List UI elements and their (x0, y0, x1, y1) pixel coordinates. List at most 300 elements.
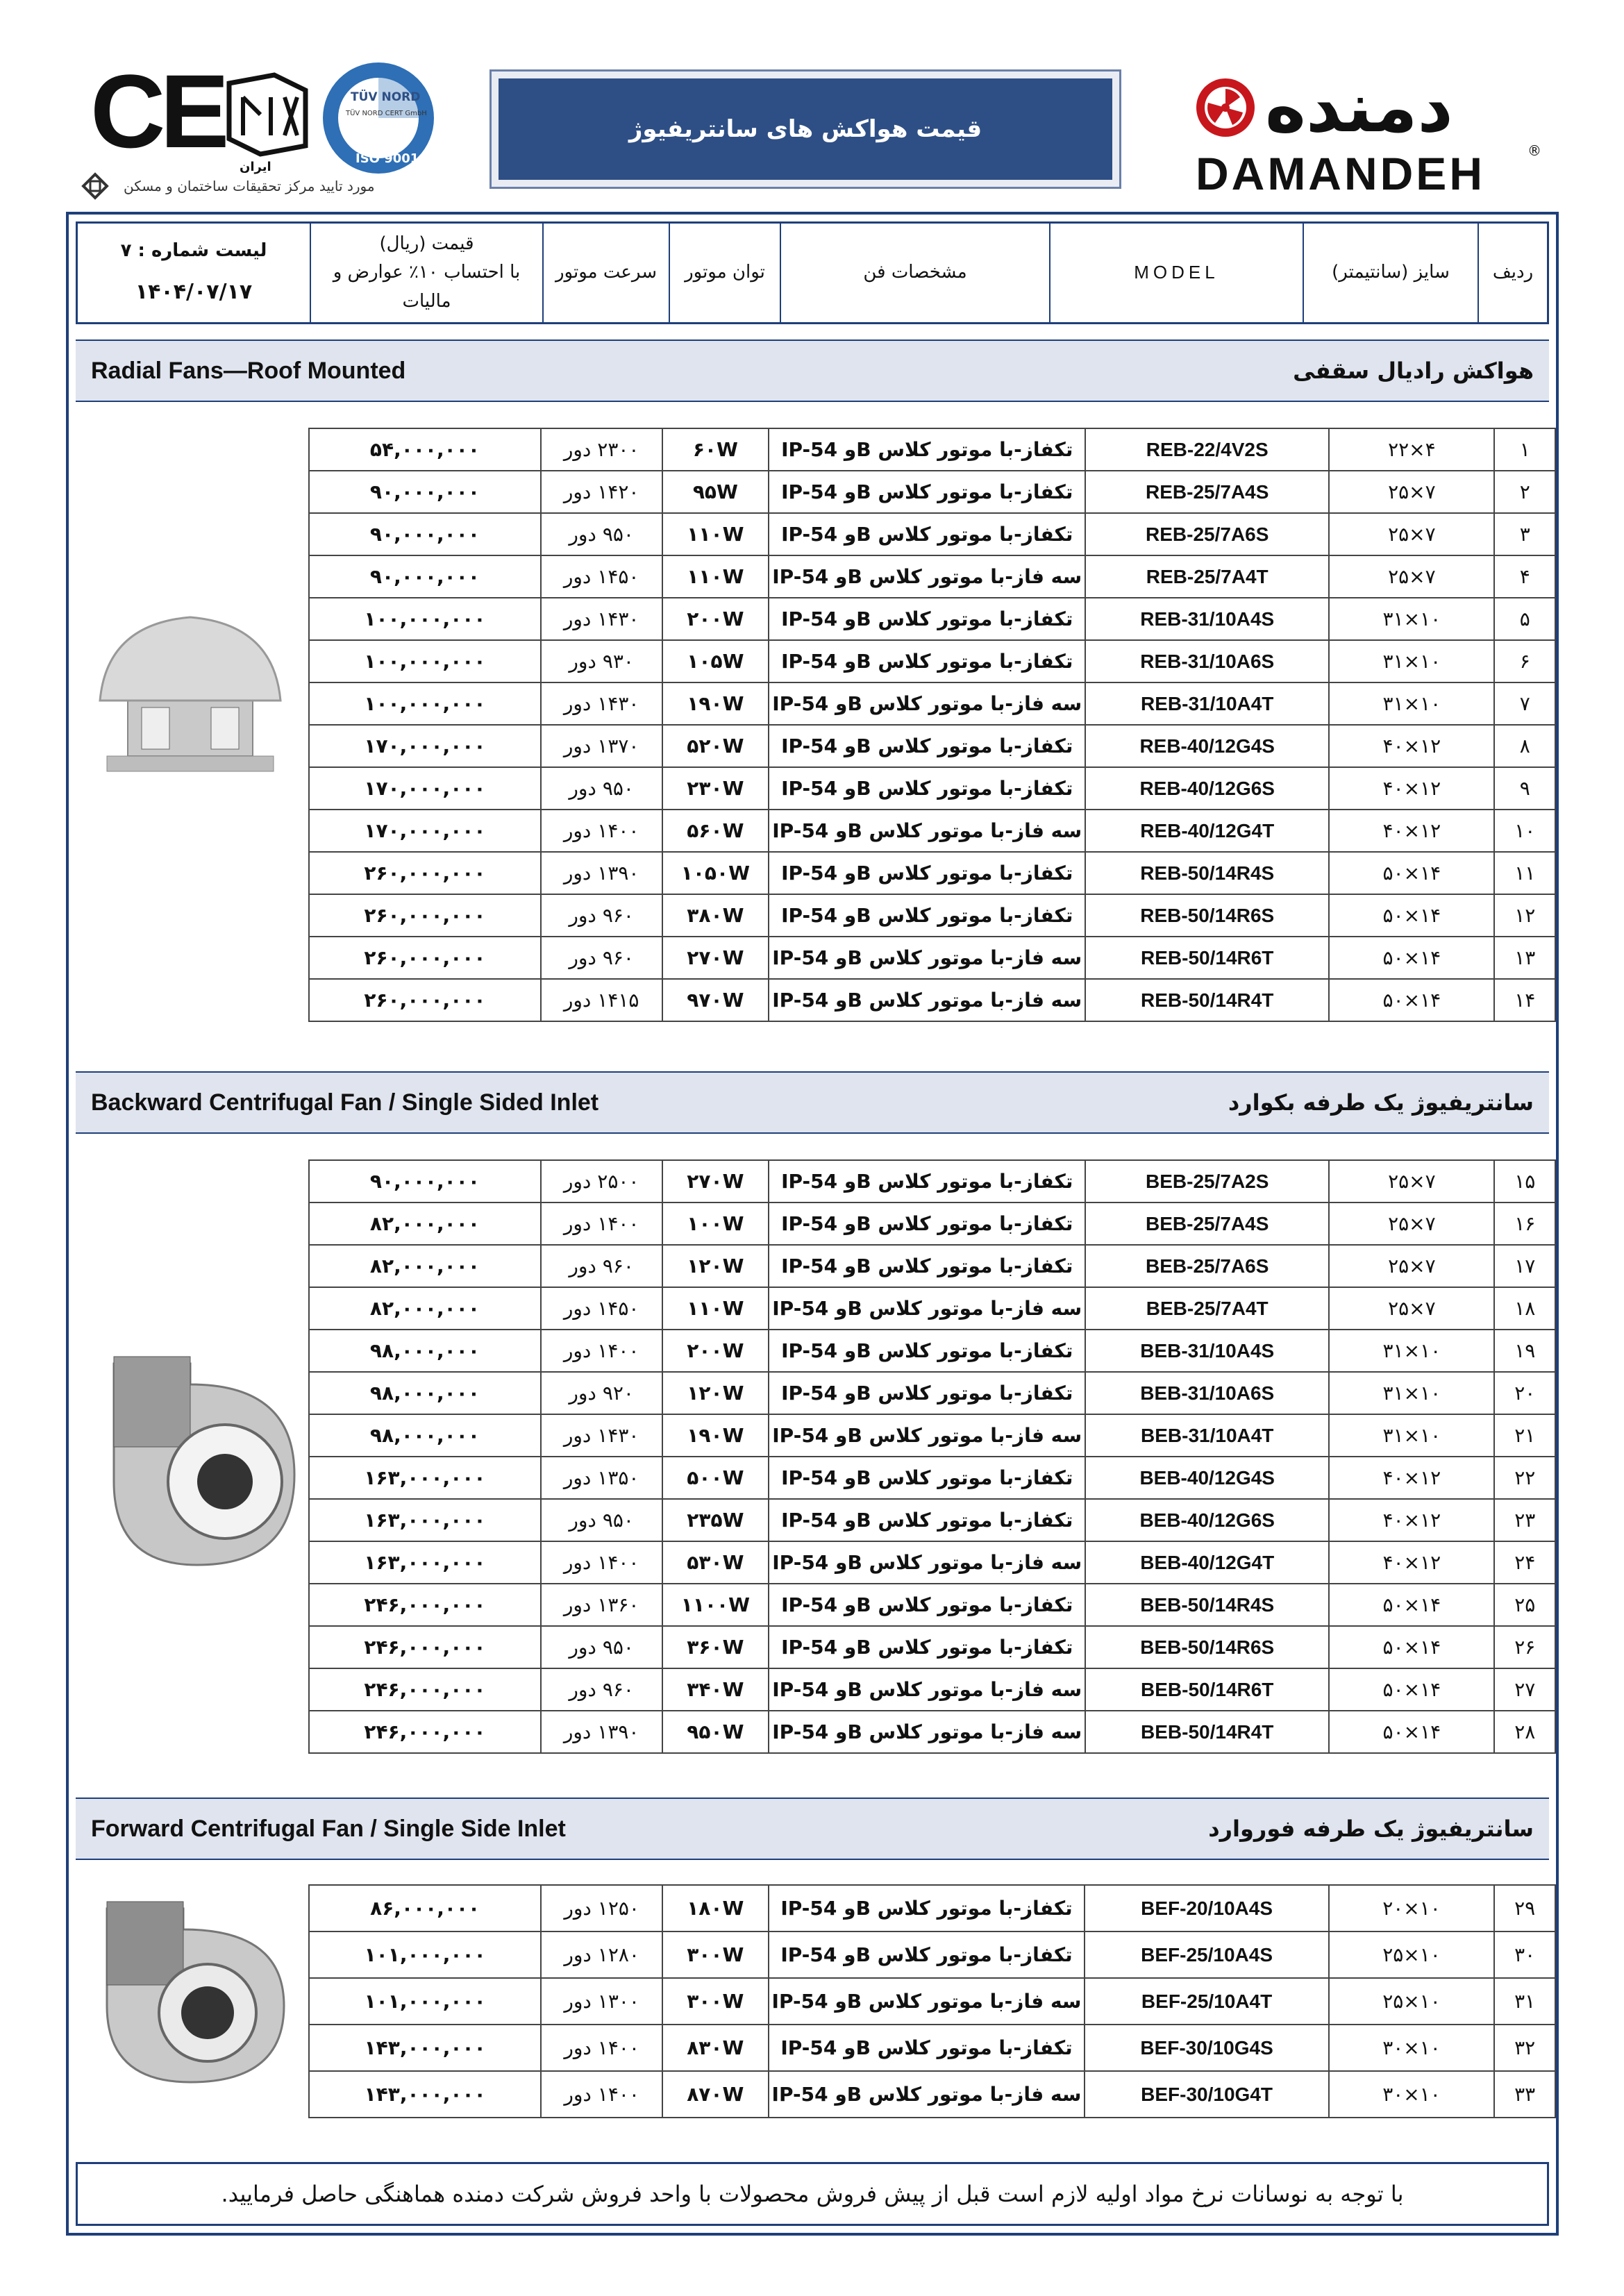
price-cell: ۹۰,۰۰۰,۰۰۰ (309, 1160, 541, 1203)
speed-cell: ۱۴۰۰ دور (541, 1330, 662, 1372)
tuv-label: TÜV NORD (351, 90, 421, 104)
model-cell: REB-40/12G4T (1085, 810, 1329, 852)
row-number-cell: ۱۹ (1494, 1330, 1555, 1372)
title-banner (499, 78, 1112, 180)
brand-name-en: DAMANDEH (1196, 148, 1485, 199)
spec-cell: سه فاز-با موتور کلاس Bو IP-54 (769, 1668, 1085, 1711)
speed-cell: ۱۲۵۰ دور (541, 1885, 662, 1932)
spec-cell: تکفاز-با موتور کلاس Bو IP-54 (769, 513, 1085, 555)
table-row (309, 852, 1555, 894)
col-price-note: با احتساب ۱۰٪ عوارض و مالیات (333, 262, 521, 312)
price-cell: ۲۴۶,۰۰۰,۰۰۰ (309, 1668, 541, 1711)
row-number-cell: ۲۶ (1494, 1626, 1555, 1668)
backward-fan-photo (86, 1343, 308, 1572)
power-cell: ۱۰۵W (662, 640, 769, 682)
iran-standard-icon (222, 69, 312, 160)
power-cell: ۱۹۰W (662, 682, 769, 725)
model-cell: REB-40/12G4S (1085, 725, 1329, 767)
col-model: MODEL (1049, 224, 1303, 322)
power-cell: ۳۴۰W (662, 1668, 769, 1711)
power-cell: ۲۷۰W (662, 937, 769, 979)
price-cell: ۱۶۳,۰۰۰,۰۰۰ (309, 1541, 541, 1584)
col-speed: سرعت موتور (542, 224, 669, 322)
row-number-cell: ۲۳ (1494, 1499, 1555, 1541)
model-cell: REB-50/14R6S (1085, 894, 1329, 937)
table-row (309, 555, 1555, 598)
speed-cell: ۱۴۳۰ دور (541, 1414, 662, 1457)
spec-cell: تکفاز-با موتور کلاس Bو IP-54 (769, 1885, 1085, 1932)
size-cell: ۲۵×۷ (1329, 513, 1494, 555)
row-number-cell: ۳۱ (1494, 1978, 1555, 2025)
model-cell: REB-31/10A4T (1085, 682, 1329, 725)
table-row (309, 1457, 1555, 1499)
price-cell: ۸۶,۰۰۰,۰۰۰ (309, 1885, 541, 1932)
table-row (309, 1245, 1555, 1287)
price-cell: ۹۰,۰۰۰,۰۰۰ (309, 513, 541, 555)
price-cell: ۱۷۰,۰۰۰,۰۰۰ (309, 767, 541, 810)
speed-cell: ۱۴۳۰ دور (541, 598, 662, 640)
page-header (0, 0, 1624, 208)
spec-cell: تکفاز-با موتور کلاس Bو IP-54 (769, 1203, 1085, 1245)
speed-cell: ۱۳۰۰ دور (541, 1978, 662, 2025)
footer-note-box (76, 2162, 1549, 2226)
table-row (309, 810, 1555, 852)
col-price-unit: قیمت (ریال) (379, 233, 474, 254)
power-cell: ۱۱۰W (662, 1287, 769, 1330)
spec-cell: سه فاز-با موتور کلاس Bو IP-54 (769, 937, 1085, 979)
list-info (78, 224, 310, 322)
row-number-cell: ۸ (1494, 725, 1555, 767)
model-cell: BEB-31/10A6S (1085, 1372, 1329, 1414)
model-cell: BEB-31/10A4S (1085, 1330, 1329, 1372)
power-cell: ۲۳۰W (662, 767, 769, 810)
price-cell: ۲۶۰,۰۰۰,۰۰۰ (309, 894, 541, 937)
speed-cell: ۱۴۵۰ دور (541, 555, 662, 598)
table-row (309, 2025, 1555, 2071)
power-cell: ۱۸۰W (662, 1885, 768, 1932)
spec-cell: سه فاز-با موتور کلاس Bو IP-54 (769, 1287, 1085, 1330)
speed-cell: ۹۵۰ دور (541, 1626, 662, 1668)
power-cell: ۱۲۰W (662, 1372, 769, 1414)
col-spec: مشخصات فن (780, 224, 1049, 322)
spec-cell: تکفاز-با موتور کلاس Bو IP-54 (769, 852, 1085, 894)
spec-cell: تکفاز-با موتور کلاس Bو IP-54 (769, 1330, 1085, 1372)
power-cell: ۸۳۰W (662, 2025, 768, 2071)
fan-logo-icon (1194, 76, 1257, 139)
power-cell: ۱۱۰W (662, 555, 769, 598)
speed-cell: ۱۳۵۰ دور (541, 1457, 662, 1499)
table-forward (308, 1884, 1556, 2118)
row-number-cell: ۲۱ (1494, 1414, 1555, 1457)
spec-cell: تکفاز-با موتور کلاس Bو IP-54 (769, 725, 1085, 767)
price-cell: ۲۴۶,۰۰۰,۰۰۰ (309, 1584, 541, 1626)
speed-cell: ۹۳۰ دور (541, 640, 662, 682)
price-cell: ۱۶۳,۰۰۰,۰۰۰ (309, 1457, 541, 1499)
size-cell: ۲۵×۷ (1329, 471, 1494, 513)
spec-cell: سه فاز-با موتور کلاس Bو IP-54 (769, 1541, 1085, 1584)
model-cell: BEF-25/10A4S (1085, 1932, 1328, 1978)
model-cell: REB-31/10A4S (1085, 598, 1329, 640)
col-row: ردیف (1477, 224, 1547, 322)
table-row (309, 513, 1555, 555)
size-cell: ۵۰×۱۴ (1329, 852, 1494, 894)
table-row (309, 1668, 1555, 1711)
spec-cell: تکفاز-با موتور کلاس Bو IP-54 (769, 1160, 1085, 1203)
col-power: توان موتور (669, 224, 780, 322)
model-cell: BEF-20/10A4S (1085, 1885, 1328, 1932)
row-number-cell: ۹ (1494, 767, 1555, 810)
table-row (309, 1978, 1555, 2025)
table-row (309, 2071, 1555, 2118)
spec-cell: تکفاز-با موتور کلاس Bو IP-54 (769, 2025, 1085, 2071)
price-cell: ۹۸,۰۰۰,۰۰۰ (309, 1372, 541, 1414)
row-number-cell: ۱۷ (1494, 1245, 1555, 1287)
model-cell: BEB-50/14R6T (1085, 1668, 1329, 1711)
row-number-cell: ۱۱ (1494, 852, 1555, 894)
size-cell: ۲۵×۷ (1329, 1203, 1494, 1245)
price-cell: ۲۶۰,۰۰۰,۰۰۰ (309, 979, 541, 1021)
spec-cell: سه فاز-با موتور کلاس Bو IP-54 (769, 1978, 1085, 2025)
price-cell: ۹۰,۰۰۰,۰۰۰ (309, 471, 541, 513)
speed-cell: ۱۴۱۵ دور (541, 979, 662, 1021)
row-number-cell: ۱ (1494, 428, 1555, 471)
power-cell: ۱۲۰W (662, 1245, 769, 1287)
spec-cell: تکفاز-با موتور کلاس Bو IP-54 (769, 1584, 1085, 1626)
approval-text: مورد تایید مرکز تحقیقات ساختمان و مسکن (124, 178, 375, 194)
price-cell: ۸۲,۰۰۰,۰۰۰ (309, 1245, 541, 1287)
spec-cell: تکفاز-با موتور کلاس Bو IP-54 (769, 1932, 1085, 1978)
spec-cell: تکفاز-با موتور کلاس Bو IP-54 (769, 894, 1085, 937)
size-cell: ۳۱×۱۰ (1329, 1330, 1494, 1372)
table-row (309, 428, 1555, 471)
price-cell: ۵۴,۰۰۰,۰۰۰ (309, 428, 541, 471)
table-row (309, 1626, 1555, 1668)
table-row (309, 979, 1555, 1021)
table-row (309, 1160, 1555, 1203)
row-number-cell: ۳۲ (1494, 2025, 1555, 2071)
row-number-cell: ۳۰ (1494, 1932, 1555, 1978)
spec-cell: تکفاز-با موتور کلاس Bو IP-54 (769, 767, 1085, 810)
standard-mark-label: ایران (240, 160, 271, 174)
tuv-sub-label: TÜV NORD CERT GmbH (346, 110, 427, 117)
model-cell: BEF-30/10G4S (1085, 2025, 1328, 2071)
power-cell: ۳۶۰W (662, 1626, 769, 1668)
row-number-cell: ۱۶ (1494, 1203, 1555, 1245)
size-cell: ۲۰×۱۰ (1329, 1885, 1495, 1932)
size-cell: ۳۱×۱۰ (1329, 1414, 1494, 1457)
price-cell: ۱۶۳,۰۰۰,۰۰۰ (309, 1499, 541, 1541)
row-number-cell: ۲۵ (1494, 1584, 1555, 1626)
model-cell: BEB-40/12G4S (1085, 1457, 1329, 1499)
power-cell: ۱۹۰W (662, 1414, 769, 1457)
model-cell: BEB-31/10A4T (1085, 1414, 1329, 1457)
speed-cell: ۹۵۰ دور (541, 767, 662, 810)
row-number-cell: ۵ (1494, 598, 1555, 640)
price-cell: ۱۰۰,۰۰۰,۰۰۰ (309, 640, 541, 682)
spec-cell: سه فاز-با موتور کلاس Bو IP-54 (769, 979, 1085, 1021)
row-number-cell: ۲۲ (1494, 1457, 1555, 1499)
size-cell: ۳۰×۱۰ (1329, 2025, 1495, 2071)
table-row (309, 1203, 1555, 1245)
model-cell: REB-50/14R4T (1085, 979, 1329, 1021)
price-cell: ۱۰۱,۰۰۰,۰۰۰ (309, 1978, 541, 2025)
size-cell: ۴۰×۱۲ (1329, 767, 1494, 810)
section-title-en: Forward Centrifugal Fan / Single Side Inlet (91, 1815, 566, 1842)
speed-cell: ۱۳۶۰ دور (541, 1584, 662, 1626)
power-cell: ۵۶۰W (662, 810, 769, 852)
price-cell: ۸۲,۰۰۰,۰۰۰ (309, 1287, 541, 1330)
table-row (309, 725, 1555, 767)
size-cell: ۲۵×۷ (1329, 1287, 1494, 1330)
forward-fan-photo (86, 1895, 294, 2089)
speed-cell: ۱۳۹۰ دور (541, 852, 662, 894)
row-number-cell: ۲۴ (1494, 1541, 1555, 1584)
table-backward (308, 1159, 1556, 1754)
price-cell: ۱۰۰,۰۰۰,۰۰۰ (309, 598, 541, 640)
section-forward (76, 1798, 1549, 1860)
price-list-frame (66, 212, 1559, 2236)
model-cell: REB-31/10A6S (1085, 640, 1329, 682)
spec-cell: سه فاز-با موتور کلاس Bو IP-54 (769, 555, 1085, 598)
price-cell: ۱۰۰,۰۰۰,۰۰۰ (309, 682, 541, 725)
row-number-cell: ۱۳ (1494, 937, 1555, 979)
approval-badge (76, 165, 375, 207)
table-row (309, 1584, 1555, 1626)
model-cell: REB-50/14R6T (1085, 937, 1329, 979)
brand-logo (1194, 69, 1453, 146)
speed-cell: ۹۶۰ دور (541, 1245, 662, 1287)
spec-cell: تکفاز-با موتور کلاس Bو IP-54 (769, 428, 1085, 471)
spec-cell: تکفاز-با موتور کلاس Bو IP-54 (769, 640, 1085, 682)
iso-label: ISO 9001 (355, 151, 419, 166)
spec-cell: تکفاز-با موتور کلاس Bو IP-54 (769, 1499, 1085, 1541)
speed-cell: ۹۶۰ دور (541, 894, 662, 937)
power-cell: ۳۸۰W (662, 894, 769, 937)
spec-cell: تکفاز-با موتور کلاس Bو IP-54 (769, 1457, 1085, 1499)
size-cell: ۵۰×۱۴ (1329, 1668, 1494, 1711)
research-center-icon (76, 167, 114, 205)
spec-cell: سه فاز-با موتور کلاس Bو IP-54 (769, 1414, 1085, 1457)
price-cell: ۲۴۶,۰۰۰,۰۰۰ (309, 1711, 541, 1753)
speed-cell: ۱۴۲۰ دور (541, 471, 662, 513)
size-cell: ۳۱×۱۰ (1329, 682, 1494, 725)
section-title-en: Radial Fans—Roof Mounted (91, 357, 406, 384)
spec-cell: سه فاز-با موتور کلاس Bو IP-54 (769, 810, 1085, 852)
price-cell: ۲۴۶,۰۰۰,۰۰۰ (309, 1626, 541, 1668)
price-cell: ۱۷۰,۰۰۰,۰۰۰ (309, 810, 541, 852)
table-row (309, 894, 1555, 937)
table-radial-roof (308, 428, 1556, 1022)
row-number-cell: ۱۰ (1494, 810, 1555, 852)
model-cell: BEB-50/14R4S (1085, 1584, 1329, 1626)
power-cell: ۲۳۵W (662, 1499, 769, 1541)
size-cell: ۵۰×۱۴ (1329, 1584, 1494, 1626)
power-cell: ۱۰۵۰W (662, 852, 769, 894)
table-row (309, 767, 1555, 810)
spec-cell: تکفاز-با موتور کلاس Bو IP-54 (769, 1626, 1085, 1668)
speed-cell: ۹۵۰ دور (541, 513, 662, 555)
registered-mark: ® (1527, 142, 1541, 159)
size-cell: ۴۰×۱۲ (1329, 1457, 1494, 1499)
col-price (310, 224, 542, 322)
section-radial-roof (76, 340, 1549, 402)
power-cell: ۵۲۰W (662, 725, 769, 767)
size-cell: ۵۰×۱۴ (1329, 1626, 1494, 1668)
speed-cell: ۱۴۰۰ دور (541, 810, 662, 852)
power-cell: ۸۷۰W (662, 2071, 768, 2118)
table-row (309, 1932, 1555, 1978)
size-cell: ۳۱×۱۰ (1329, 1372, 1494, 1414)
spec-cell: سه فاز-با موتور کلاس Bو IP-54 (769, 2071, 1085, 2118)
row-number-cell: ۳۳ (1494, 2071, 1555, 2118)
power-cell: ۱۱۰۰W (662, 1584, 769, 1626)
size-cell: ۲۵×۷ (1329, 555, 1494, 598)
size-cell: ۲۵×۷ (1329, 1245, 1494, 1287)
model-cell: BEB-40/12G4T (1085, 1541, 1329, 1584)
power-cell: ۹۷۰W (662, 979, 769, 1021)
size-cell: ۲۲×۴ (1329, 428, 1494, 471)
price-cell: ۲۶۰,۰۰۰,۰۰۰ (309, 937, 541, 979)
price-cell: ۲۶۰,۰۰۰,۰۰۰ (309, 852, 541, 894)
table-row (309, 1499, 1555, 1541)
price-cell: ۱۰۱,۰۰۰,۰۰۰ (309, 1932, 541, 1978)
speed-cell: ۱۳۷۰ دور (541, 725, 662, 767)
section-title-fa: هواکش رادیال سقفی (1293, 358, 1534, 384)
power-cell: ۵۳۰W (662, 1541, 769, 1584)
model-cell: REB-40/12G6S (1085, 767, 1329, 810)
roof-fan-photo (86, 596, 294, 784)
power-cell: ۱۰۰W (662, 1203, 769, 1245)
speed-cell: ۲۳۰۰ دور (541, 428, 662, 471)
row-number-cell: ۱۴ (1494, 979, 1555, 1021)
footer-note: با توجه به نوسانات نرخ مواد اولیه لازم است قبل از پیش فروش محصولات با واحد فروش شرکت دمنده هماهنگی حاصل فرمایید. (221, 2181, 1404, 2207)
power-cell: ۳۰۰W (662, 1978, 768, 2025)
row-number-cell: ۲ (1494, 471, 1555, 513)
spec-cell: تکفاز-با موتور کلاس Bو IP-54 (769, 1245, 1085, 1287)
list-number: لیست شماره : ۷ (120, 240, 267, 262)
price-cell: ۸۲,۰۰۰,۰۰۰ (309, 1203, 541, 1245)
size-cell: ۲۵×۱۰ (1329, 1978, 1495, 2025)
size-cell: ۴۰×۱۲ (1329, 1499, 1494, 1541)
col-size: سایز (سانتیمتر) (1303, 224, 1477, 322)
model-cell: BEB-50/14R6S (1085, 1626, 1329, 1668)
list-date: ۱۴۰۴/۰۷/۱۷ (135, 279, 253, 304)
table-row (309, 640, 1555, 682)
table-row (309, 1372, 1555, 1414)
table-row (309, 1414, 1555, 1457)
speed-cell: ۱۴۵۰ دور (541, 1287, 662, 1330)
model-cell: REB-25/7A4T (1085, 555, 1329, 598)
spec-cell: سه فاز-با موتور کلاس Bو IP-54 (769, 1711, 1085, 1753)
speed-cell: ۱۴۰۰ دور (541, 2071, 662, 2118)
price-cell: ۹۸,۰۰۰,۰۰۰ (309, 1414, 541, 1457)
size-cell: ۴۰×۱۲ (1329, 725, 1494, 767)
model-cell: REB-50/14R4S (1085, 852, 1329, 894)
speed-cell: ۱۴۰۰ دور (541, 1203, 662, 1245)
table-row (309, 1541, 1555, 1584)
power-cell: ۵۰۰W (662, 1457, 769, 1499)
section-title-en: Backward Centrifugal Fan / Single Sided Inlet (91, 1089, 599, 1116)
price-cell: ۹۸,۰۰۰,۰۰۰ (309, 1330, 541, 1372)
price-cell: ۱۴۳,۰۰۰,۰۰۰ (309, 2025, 541, 2071)
size-cell: ۳۱×۱۰ (1329, 640, 1494, 682)
brand-name-fa: دمنده (1265, 67, 1453, 148)
title-box (489, 69, 1121, 189)
size-cell: ۲۵×۷ (1329, 1160, 1494, 1203)
power-cell: ۶۰W (662, 428, 769, 471)
row-number-cell: ۴ (1494, 555, 1555, 598)
page-title: قیمت هواکش های سانتریفیوژ (628, 115, 982, 143)
row-number-cell: ۱۲ (1494, 894, 1555, 937)
row-number-cell: ۳ (1494, 513, 1555, 555)
size-cell: ۵۰×۱۴ (1329, 979, 1494, 1021)
size-cell: ۲۵×۱۰ (1329, 1932, 1495, 1978)
ce-mark: CE (90, 53, 224, 169)
power-cell: ۹۵۰W (662, 1711, 769, 1753)
size-cell: ۴۰×۱۲ (1329, 810, 1494, 852)
row-number-cell: ۲۷ (1494, 1668, 1555, 1711)
size-cell: ۴۰×۱۲ (1329, 1541, 1494, 1584)
speed-cell: ۱۴۳۰ دور (541, 682, 662, 725)
spec-cell: سه فاز-با موتور کلاس Bو IP-54 (769, 682, 1085, 725)
row-number-cell: ۲۰ (1494, 1372, 1555, 1414)
section-title-fa: سانتریفیوژ یک طرفه فوروارد (1208, 1816, 1534, 1842)
row-number-cell: ۲۸ (1494, 1711, 1555, 1753)
power-cell: ۲۰۰W (662, 1330, 769, 1372)
power-cell: ۲۰۰W (662, 598, 769, 640)
power-cell: ۳۰۰W (662, 1932, 768, 1978)
speed-cell: ۱۴۰۰ دور (541, 2025, 662, 2071)
table-row (309, 1330, 1555, 1372)
speed-cell: ۹۶۰ دور (541, 937, 662, 979)
table-row (309, 682, 1555, 725)
size-cell: ۵۰×۱۴ (1329, 1711, 1494, 1753)
spec-cell: تکفاز-با موتور کلاس Bو IP-54 (769, 1372, 1085, 1414)
model-cell: REB-25/7A6S (1085, 513, 1329, 555)
table-row (309, 1885, 1555, 1932)
row-number-cell: ۶ (1494, 640, 1555, 682)
column-header (76, 221, 1549, 324)
table-row (309, 1287, 1555, 1330)
price-cell: ۱۴۳,۰۰۰,۰۰۰ (309, 2071, 541, 2118)
speed-cell: ۹۶۰ دور (541, 1668, 662, 1711)
speed-cell: ۱۴۰۰ دور (541, 1541, 662, 1584)
section-title-fa: سانتریفیوژ یک طرفه بکوارد (1228, 1089, 1534, 1116)
table-row (309, 598, 1555, 640)
speed-cell: ۹۵۰ دور (541, 1499, 662, 1541)
model-cell: BEB-25/7A4S (1085, 1203, 1329, 1245)
price-cell: ۱۷۰,۰۰۰,۰۰۰ (309, 725, 541, 767)
power-cell: ۹۵W (662, 471, 769, 513)
power-cell: ۲۷۰W (662, 1160, 769, 1203)
row-number-cell: ۲۹ (1494, 1885, 1555, 1932)
table-row (309, 471, 1555, 513)
table-row (309, 1711, 1555, 1753)
size-cell: ۵۰×۱۴ (1329, 937, 1494, 979)
speed-cell: ۱۳۹۰ دور (541, 1711, 662, 1753)
spec-cell: تکفاز-با موتور کلاس Bو IP-54 (769, 471, 1085, 513)
model-cell: REB-22/4V2S (1085, 428, 1329, 471)
spec-cell: تکفاز-با موتور کلاس Bو IP-54 (769, 598, 1085, 640)
model-cell: BEB-25/7A6S (1085, 1245, 1329, 1287)
power-cell: ۱۱۰W (662, 513, 769, 555)
price-cell: ۹۰,۰۰۰,۰۰۰ (309, 555, 541, 598)
model-cell: BEB-50/14R4T (1085, 1711, 1329, 1753)
row-number-cell: ۱۸ (1494, 1287, 1555, 1330)
size-cell: ۵۰×۱۴ (1329, 894, 1494, 937)
model-cell: BEB-25/7A2S (1085, 1160, 1329, 1203)
section-backward (76, 1071, 1549, 1134)
